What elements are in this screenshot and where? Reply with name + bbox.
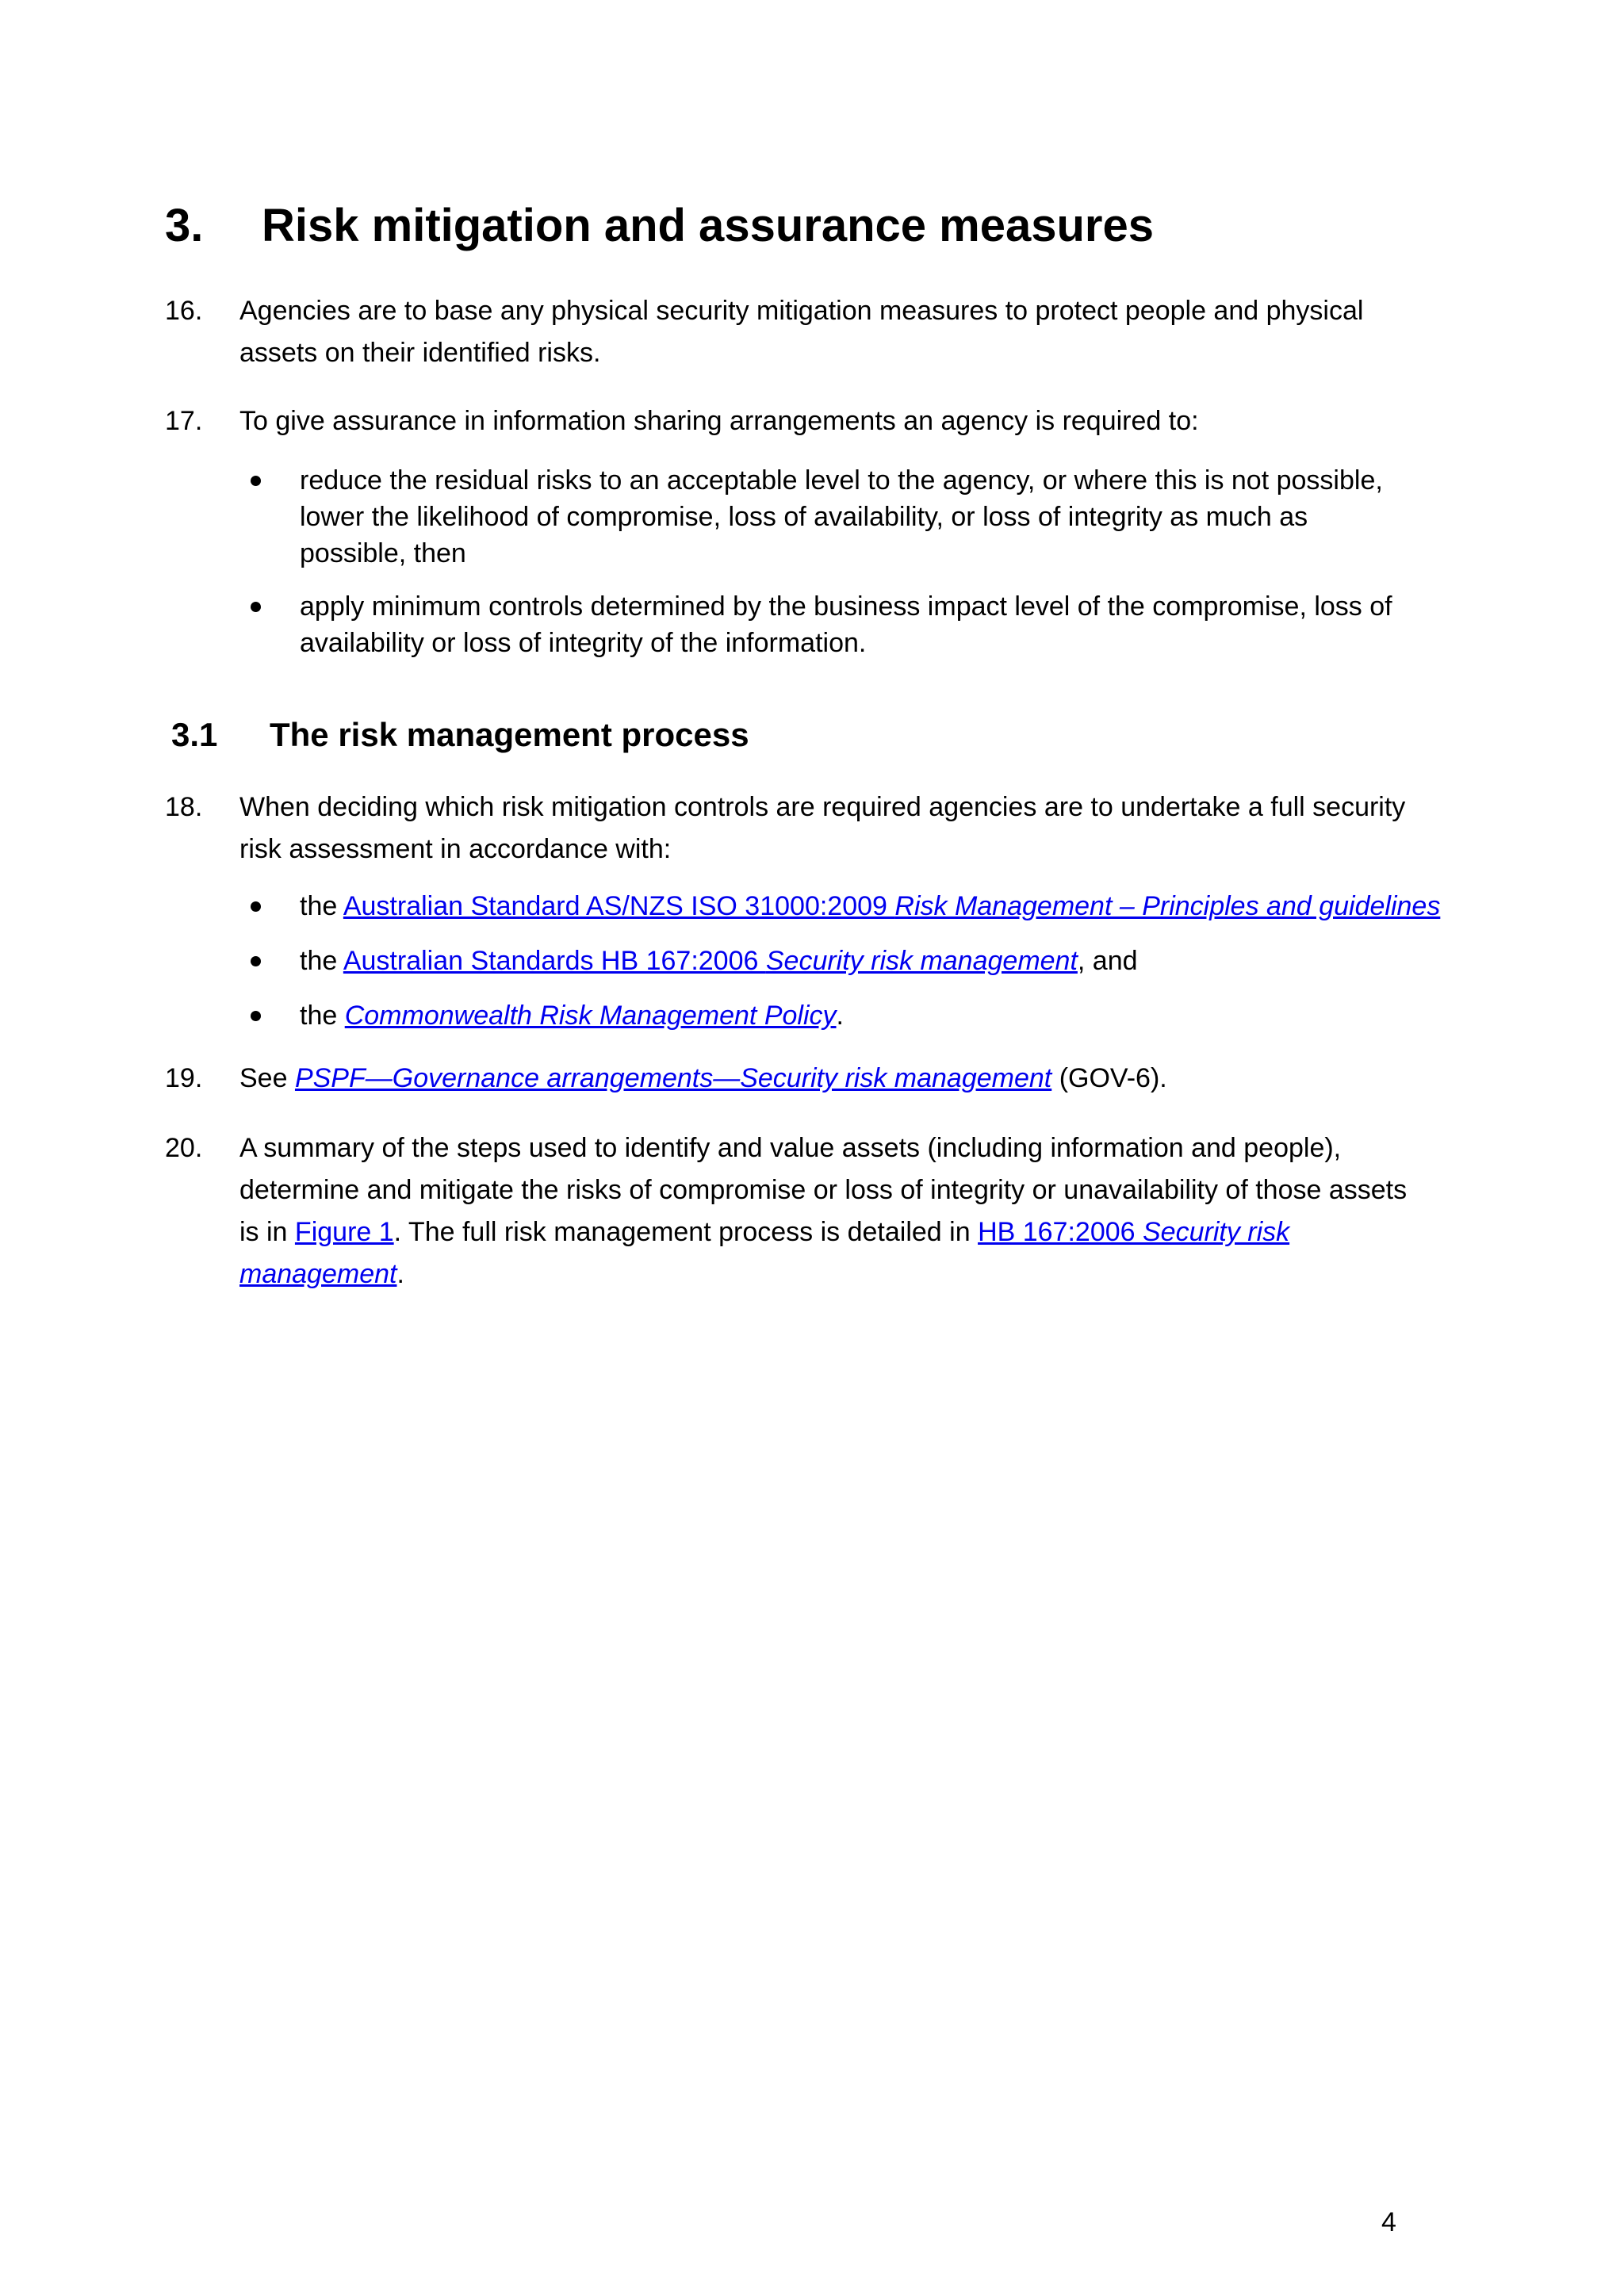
list-item-line: reduce the residual risks to an acceptable level to the agency, or where this is not possible, xyxy=(300,465,1383,496)
paragraph-number: 17. xyxy=(165,406,203,436)
paragraph-line: When deciding which risk mitigation controls are required agencies are to undertake a full security xyxy=(239,792,1406,822)
link-text-italic: Security risk management xyxy=(765,946,1078,976)
text-suffix: , and xyxy=(1077,946,1138,976)
section-number: 3. xyxy=(165,200,204,251)
bullet-icon xyxy=(251,462,262,499)
list-item-line: availability or loss of integrity of the information. xyxy=(300,628,867,658)
paragraph-line: assets on their identified risks. xyxy=(239,338,601,368)
subsection-number: 3.1 xyxy=(171,716,218,753)
paragraph-line xyxy=(239,1058,1465,1100)
paragraph-line: Agencies are to base any physical security mitigation measures to protect people and physical xyxy=(239,296,1364,326)
paragraph-17 xyxy=(165,400,1465,442)
paragraph-18 xyxy=(165,786,1465,871)
text-prefix: is in xyxy=(239,1217,295,1247)
text-prefix: See xyxy=(239,1063,295,1093)
list-item xyxy=(251,997,1456,1034)
figure-1-link[interactable]: Figure 1 xyxy=(294,1217,394,1247)
list-item-line: apply minimum controls determined by the business impact level of the compromise, loss of xyxy=(300,591,1392,622)
bullet-icon xyxy=(251,588,262,625)
paragraph-16 xyxy=(165,290,1465,374)
hb-167-management-link[interactable]: management xyxy=(239,1259,397,1289)
paragraph-number: 18. xyxy=(165,792,203,822)
list-item xyxy=(251,888,1456,924)
hb-167-link[interactable] xyxy=(343,946,1078,976)
paragraph-line: determine and mitigate the risks of compromise or loss of integrity or unavailability of those assets xyxy=(239,1175,1408,1205)
list-item xyxy=(251,588,1456,661)
paragraph-line: A summary of the steps used to identify and value assets (including information and people), xyxy=(239,1133,1342,1163)
text-prefix: the xyxy=(300,891,343,921)
text-prefix: the xyxy=(300,1001,345,1031)
paragraph-line xyxy=(239,1211,1465,1253)
pspf-governance-link[interactable]: PSPF—Governance arrangements—Security risk management xyxy=(294,1063,1052,1093)
list-item-line: possible, then xyxy=(300,538,466,568)
list-item-line xyxy=(300,997,1456,1034)
paragraph-line: To give assurance in information sharing arrangements an agency is required to: xyxy=(239,406,1199,436)
paragraph-line xyxy=(239,1253,1465,1295)
link-text: Australian Standard AS/NZS ISO 31000:2009 xyxy=(343,891,895,921)
section-heading xyxy=(165,198,1154,254)
paragraph-line: risk assessment in accordance with: xyxy=(239,834,672,864)
list-item-line xyxy=(300,888,1456,924)
commonwealth-risk-policy-link[interactable]: Commonwealth Risk Management Policy xyxy=(344,1001,837,1031)
text-prefix: the xyxy=(300,946,343,976)
hb-167-security-risk-link[interactable] xyxy=(978,1217,1289,1247)
link-text-italic: Security risk xyxy=(1143,1217,1290,1247)
paragraph-number: 16. xyxy=(165,296,203,326)
text-suffix: (GOV-6). xyxy=(1051,1063,1167,1093)
list-item-line xyxy=(300,943,1456,979)
list-item xyxy=(251,943,1456,979)
paragraph-20 xyxy=(165,1127,1465,1295)
paragraph-number: 20. xyxy=(165,1133,203,1163)
subsection-title: The risk management process xyxy=(270,716,749,753)
link-text: HB 167:2006 xyxy=(978,1217,1143,1247)
paragraph-19 xyxy=(165,1058,1465,1100)
text-suffix: . xyxy=(396,1259,404,1289)
list-item-line: lower the likelihood of compromise, loss of availability, or loss of integrity as much as xyxy=(300,502,1308,532)
as-nzs-iso-31000-link[interactable] xyxy=(343,891,1440,921)
subsection-heading xyxy=(171,714,749,756)
text-suffix: . xyxy=(836,1001,844,1031)
list-item xyxy=(251,462,1456,572)
text-mid: . The full risk management process is detailed in xyxy=(393,1217,979,1247)
link-text: Australian Standards HB 167:2006 xyxy=(343,946,766,976)
bullet-icon xyxy=(251,888,262,924)
link-text-italic: Risk Management – Principles and guidelines xyxy=(894,891,1441,921)
bullet-icon xyxy=(251,997,262,1034)
bullet-icon xyxy=(251,943,262,979)
section-title: Risk mitigation and assurance measures xyxy=(262,200,1154,251)
paragraph-number: 19. xyxy=(165,1063,203,1093)
page-number: 4 xyxy=(1381,2207,1396,2237)
